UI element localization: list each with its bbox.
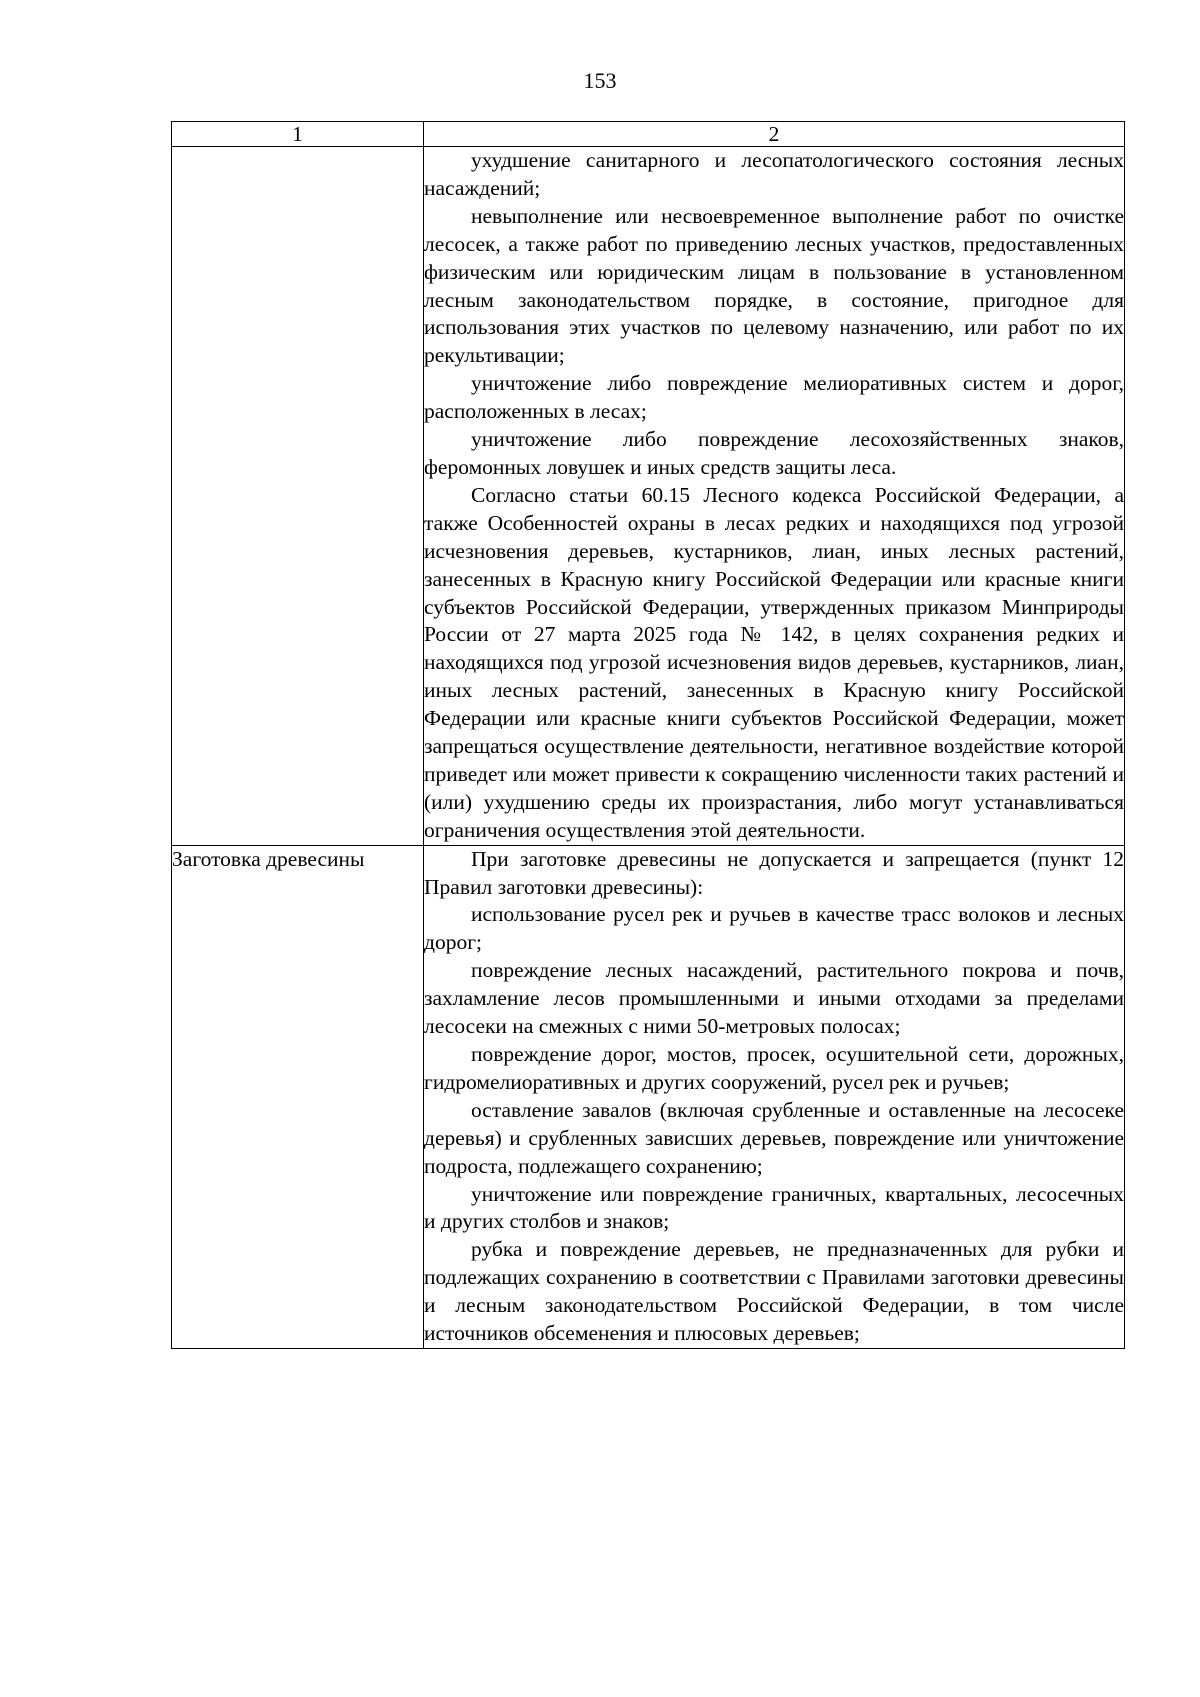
paragraph: уничтожение или повреждение граничных, квартальных, лесосечных и других столбов и знаков; bbox=[424, 1181, 1124, 1234]
row-label-cell: Заготовка древесины bbox=[172, 845, 424, 1348]
paragraph: использование русел рек и ручьев в качестве трасс волоков и лесных дорог; bbox=[424, 902, 1124, 955]
row-label-cell bbox=[172, 147, 424, 846]
page-number: 153 bbox=[583, 68, 617, 93]
paragraph: невыполнение или несвоевременное выполнение работ по очистке лесосек, а также работ по приведению лесных участков, предоставленных физическим или юридическим лицам в пользование в установленном лесным законодательством порядке, в состояние, пригодное для использования этих участков по целевому назначению, или работ по их рекультивации; bbox=[424, 203, 1124, 368]
paragraph: уничтожение либо повреждение лесохозяйственных знаков, феромонных ловушек и иных средств защиты леса. bbox=[424, 427, 1124, 479]
paragraph: рубка и повреждение деревьев, не предназначенных для рубки и подлежащих сохранению в соответствии с Правилами заготовки древесины и лесным законодательством Российской Федерации, в том числе источников обсеменения и плюсовых деревьев; bbox=[424, 1237, 1124, 1346]
row-text-cell bbox=[424, 845, 1125, 1348]
paragraph: оставление завалов (включая срубленные и оставленные на лесосеке деревья) и срубленных зависших деревьев, повреждение или уничтожение подроста, подлежащего сохранению; bbox=[424, 1097, 1124, 1178]
row-text-cell bbox=[424, 147, 1125, 846]
table-header-row bbox=[172, 122, 1125, 147]
table-row bbox=[172, 845, 1125, 1348]
column-header-2: 2 bbox=[424, 122, 1125, 147]
regulations-table bbox=[171, 121, 1125, 1349]
column-header-1: 1 bbox=[172, 122, 424, 147]
paragraph: уничтожение либо повреждение мелиоративных систем и дорог, расположенных в лесах; bbox=[424, 371, 1124, 424]
paragraph: При заготовке древесины не допускается и запрещается (пункт 12 Правил заготовки древесины): bbox=[424, 846, 1124, 899]
paragraph: повреждение дорог, мостов, просек, осушительной сети, дорожных, гидромелиоративных и других сооружений, русел рек и ручьев; bbox=[424, 1042, 1124, 1094]
table-row bbox=[172, 147, 1125, 846]
paragraph: Согласно статьи 60.15 Лесного кодекса Российской Федерации, а также Особенностей охраны в лесах редких и находящихся под угрозой исчезновения деревьев, кустарников, лиан, иных лесных растений, занесенных в Красную книгу Российской Федерации или красные книги субъектов Российской Федерации, утвержденных приказом Минприроды России от 27 марта 2025 года № 142, в целях сохранения редких и находящихся под угрозой исчезновения видов деревьев, кустарников, лиан, иных лесных растений, занесенных в Красную книгу Российской Федерации или красные книги субъектов Российской Федерации, может запрещаться осуществление деятельности, негативное воздействие которой приведет или может привести к сокращению численности таких растений и (или) ухудшению среды их произрастания, либо могут устанавливаться ограничения осуществления этой деятельности. bbox=[424, 482, 1124, 842]
paragraph: повреждение лесных насаждений, растительного покрова и почв, захламление лесов промышленными и иными отходами за пределами лесосеки на смежных с ними 50-метровых полосах; bbox=[424, 958, 1124, 1039]
paragraph: ухудшение санитарного и лесопатологического состояния лесных насаждений; bbox=[424, 148, 1124, 200]
